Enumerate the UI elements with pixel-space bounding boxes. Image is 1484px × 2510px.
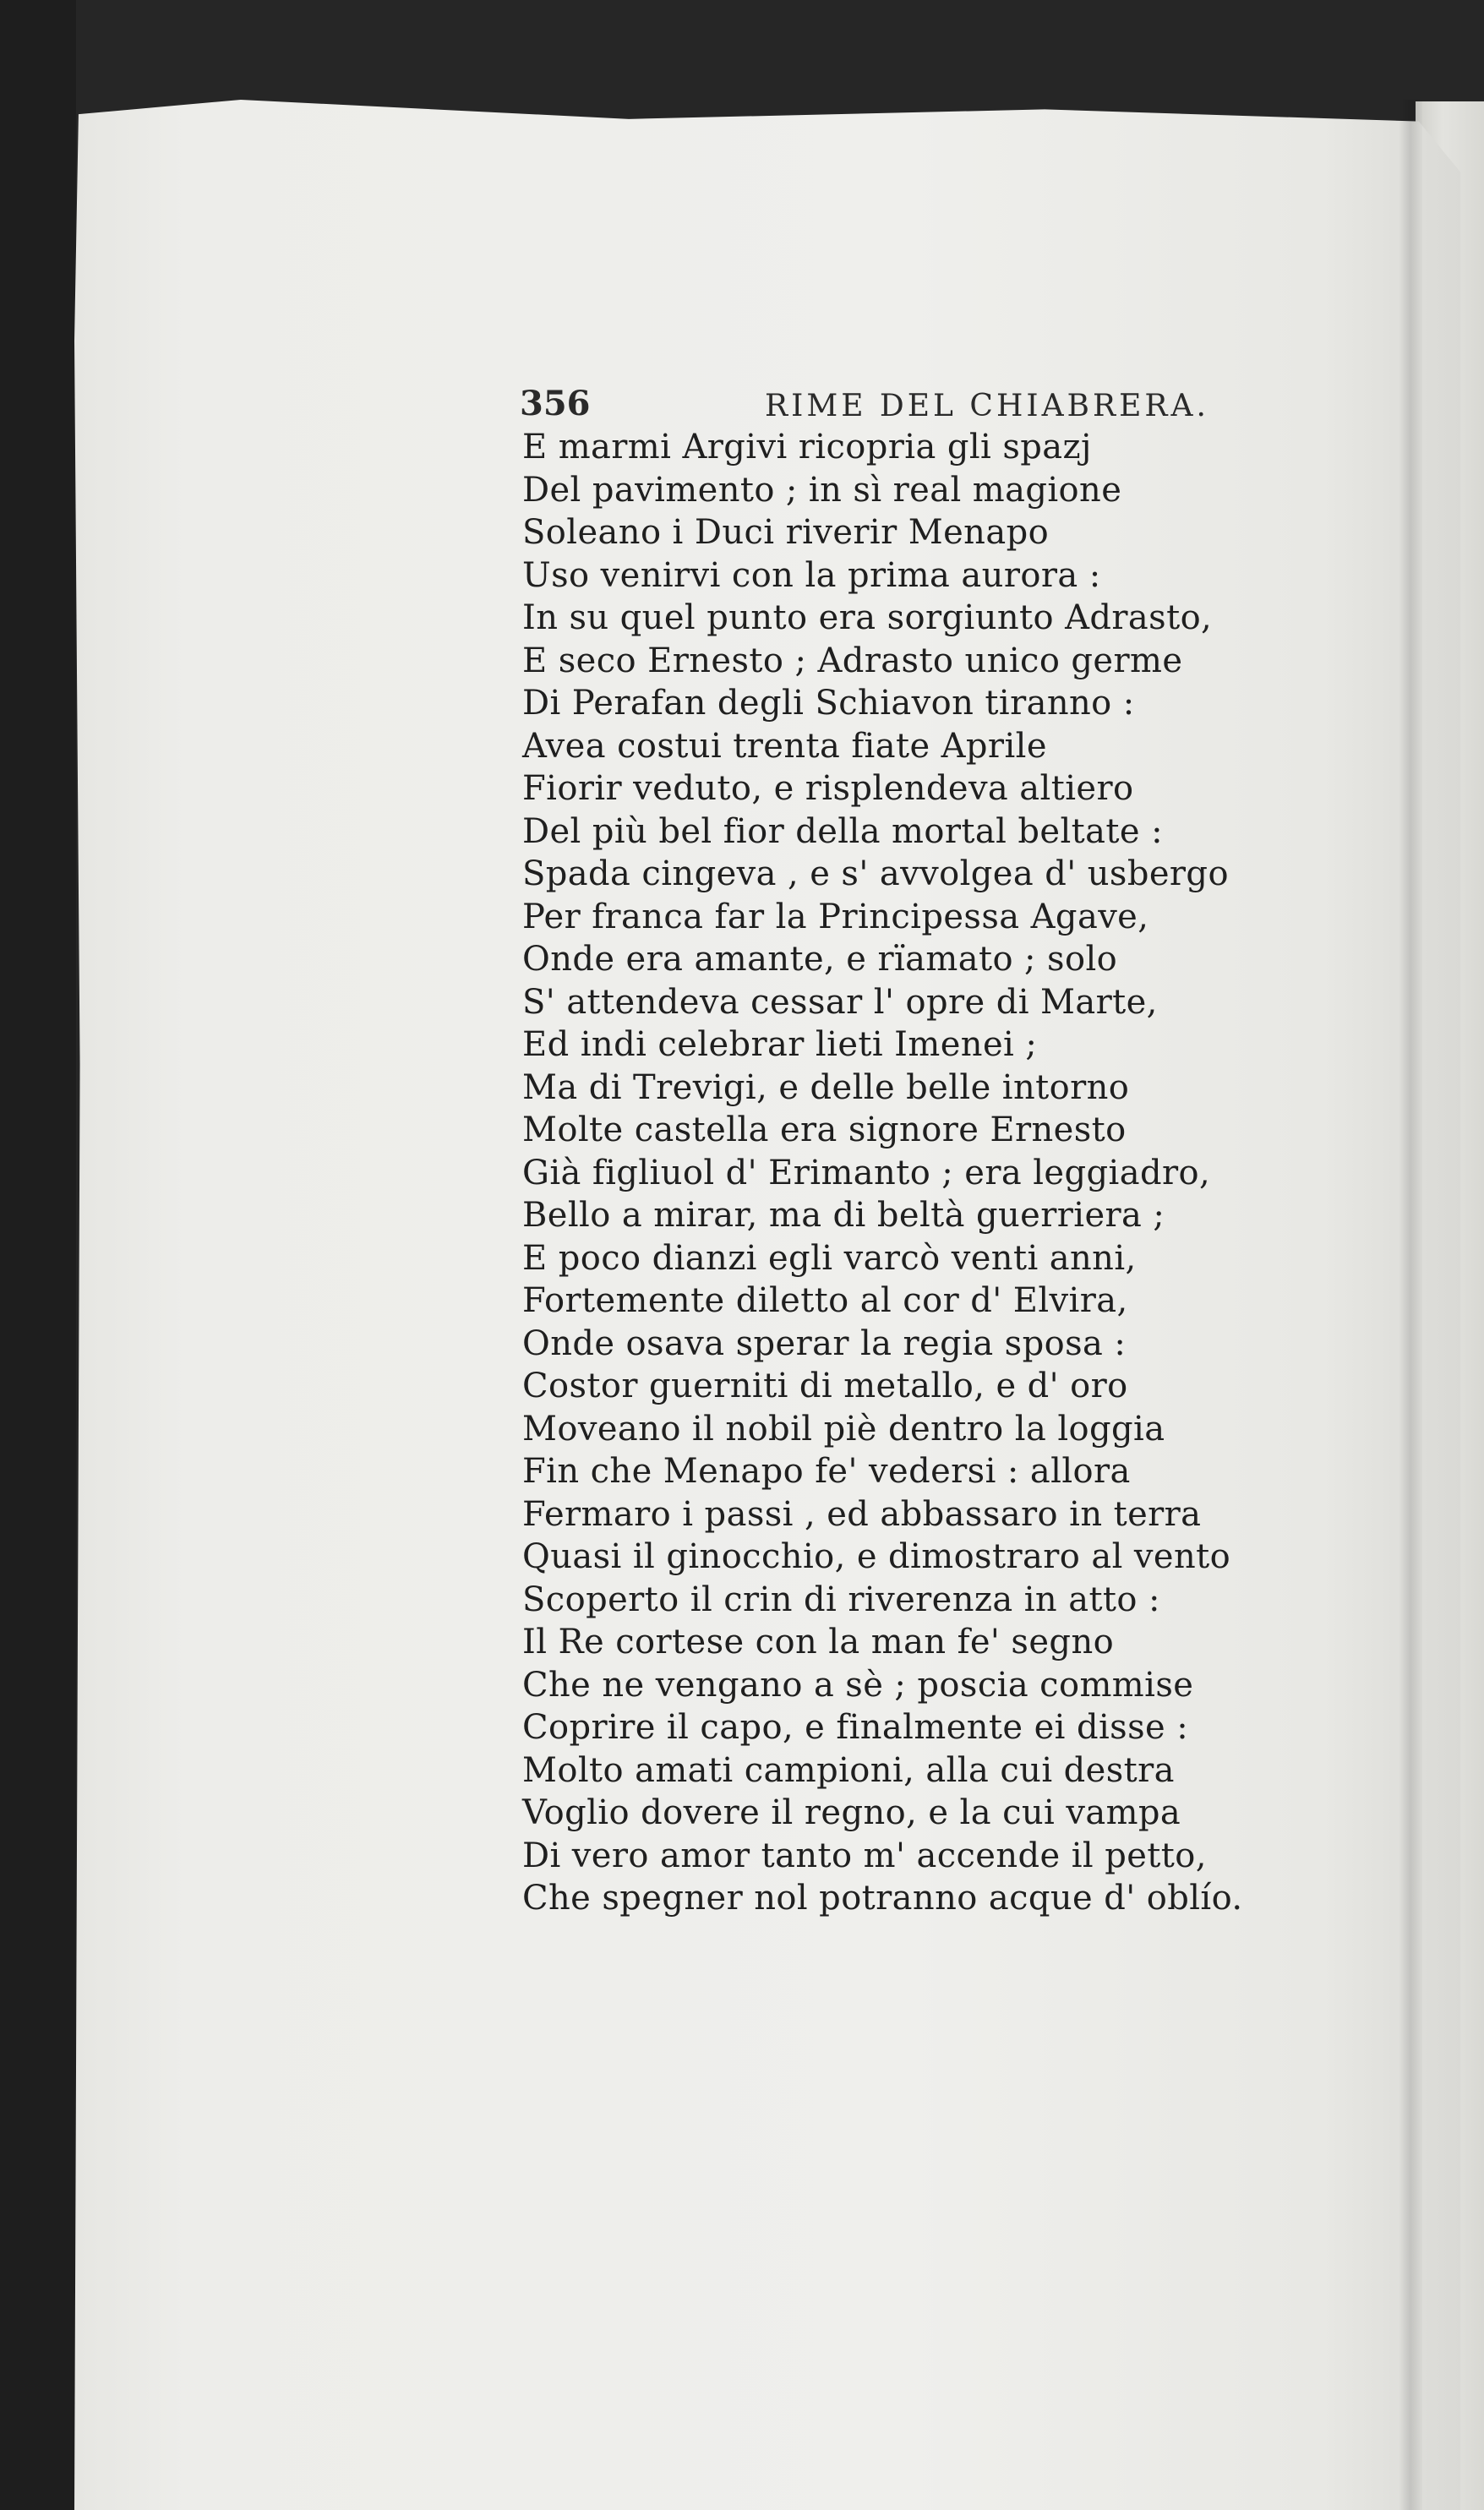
verse-line: Che ne vengano a sè ; poscia commise (522, 1665, 1194, 1705)
verse-line: Del più bel fior della mortal beltate : (522, 811, 1163, 851)
verse-line: Che spegner nol potranno acque d' oblío. (522, 1879, 1243, 1918)
verse-line: Fortemente diletto al cor d' Elvira, (522, 1281, 1128, 1320)
verse-line: Costor guerniti di metallo, e d' oro (522, 1367, 1128, 1405)
verse-line: Onde era amante, e rïamato ; solo (522, 940, 1118, 979)
verse-line: Ed indi celebrar lieti Imenei ; (522, 1025, 1038, 1064)
verse-line: Del pavimento ; in sì real magione (522, 470, 1122, 510)
verse-line: Il Re cortese con la man fe' segno (522, 1623, 1115, 1662)
verse-line: Spada cingeva , e s' avvolgea d' usbergo (522, 854, 1229, 893)
verse-line: Uso venirvi con la prima aurora : (522, 555, 1101, 595)
verse-line: Scoperto il crin di riverenza in atto : (522, 1580, 1160, 1619)
verse-line: Onde osava sperar la regia sposa : (522, 1323, 1127, 1363)
poem-text (522, 426, 1384, 1920)
verse-line: Coprire il capo, e finalmente ei disse : (522, 1708, 1189, 1747)
scan-edge-shadow (0, 0, 76, 2510)
page-header (520, 384, 1297, 431)
verse-line: S' attendeva cessar l' opre di Marte, (522, 982, 1158, 1022)
page-number: 356 (520, 384, 591, 423)
verse-line: Fermaro i passi , ed abbassaro in terra (522, 1494, 1202, 1534)
page-gutter (1399, 100, 1422, 2510)
running-title: RIME DEL CHIABRERA. (765, 389, 1209, 423)
verse-line: E poco dianzi egli varcò venti anni, (522, 1238, 1137, 1278)
verse-line: Di Perafan degli Schiavon tiranno : (522, 684, 1135, 723)
verse-line: Quasi il ginocchio, e dimostraro al vento (522, 1537, 1231, 1576)
verse-line: Già figliuol d' Erimanto ; era leggiadro, (522, 1153, 1211, 1192)
verse-line: Bello a mirar, ma di beltà guerriera ; (522, 1196, 1165, 1235)
verse-line: Ma di Trevigi, e delle belle intorno (522, 1067, 1130, 1107)
verse-line: Voglio dovere il regno, e la cui vampa (522, 1793, 1181, 1832)
verse-line: Per franca far la Principessa Agave, (522, 897, 1149, 936)
verse-line: E marmi Argivi ricopria gli spazj (522, 428, 1092, 467)
verse-line: Moveano il nobil piè dentro la loggia (522, 1409, 1165, 1449)
verse-line: Soleano i Duci riverir Menapo (522, 513, 1050, 552)
verse-line: Fiorir veduto, e risplendeva altiero (522, 769, 1134, 808)
verse-line: In su quel punto era sorgiunto Adrasto, (522, 598, 1213, 637)
verse-line: E seco Ernesto ; Adrasto unico germe (522, 641, 1183, 680)
verse-line: Di vero amor tanto m' accende il petto, (522, 1836, 1207, 1875)
verse-line: Molte castella era signore Ernesto (522, 1110, 1127, 1149)
verse-line: Avea costui trenta fiate Aprile (522, 726, 1047, 766)
verse-line: Molto amati campioni, alla cui destra (522, 1750, 1175, 1790)
verse-line: Fin che Menapo fe' vedersi : allora (522, 1452, 1131, 1491)
